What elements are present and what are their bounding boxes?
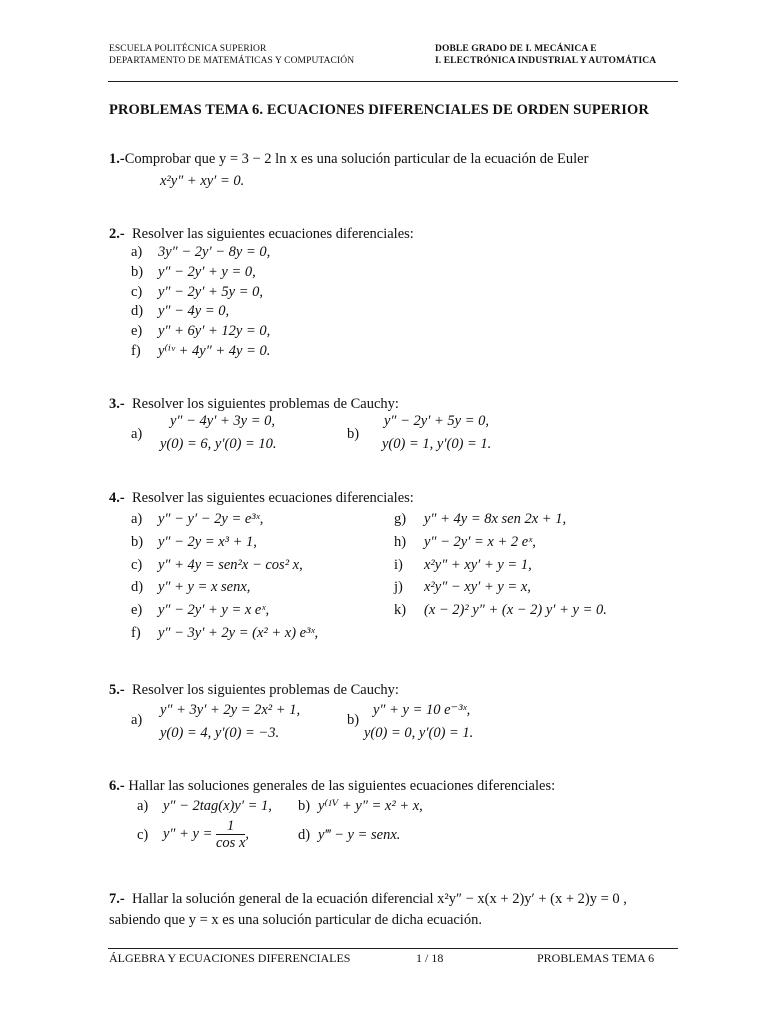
problem-7-line2: sabiendo que y = x es una solución particular de dicha ecuación. — [109, 912, 482, 928]
problem-4 — [109, 490, 414, 507]
problem-3b-conditions: y(0) = 1, y′(0) = 1. — [382, 436, 492, 452]
problem-4-item-label: i) — [394, 556, 403, 573]
problem-4-item-label: a) — [131, 511, 143, 527]
problem-4-item-equation: x²y″ − xy′ + y = x, — [424, 579, 531, 596]
problem-4-item-label: c) — [131, 556, 143, 573]
problem-6d-equation: y‴ − y = senx. — [318, 827, 401, 843]
problem-1 — [109, 151, 588, 168]
problem-5-text: Resolver los siguientes problemas de Cauchy: — [131, 682, 399, 698]
problem-1-text: Comprobar que y = 3 − 2 ln x es una solución particular de la ecuación de Euler — [124, 151, 589, 167]
problem-4-item-label: b) — [131, 533, 144, 550]
problem-4-item-equation: y″ − 3y′ + 2y = (x² + x) e³ˣ, — [158, 625, 319, 641]
problem-2-item-equation: y⁽ⁱᵛ + 4y″ + 4y = 0. — [158, 343, 271, 359]
header-left-line1: ESCUELA POLITÉCNICA SUPERIOR — [109, 44, 267, 54]
problem-2 — [109, 226, 414, 243]
problem-2-item-equation: 3y″ − 2y′ − 8y = 0, — [158, 244, 271, 260]
problem-4-item-label: f) — [131, 625, 141, 641]
problem-5a-conditions: y(0) = 4, y′(0) = −3. — [160, 725, 280, 741]
problem-6c-fraction — [216, 818, 245, 851]
footer-right: PROBLEMAS TEMA 6 — [537, 951, 655, 965]
problem-3b-label: b) — [347, 426, 360, 442]
problem-4-item-label: j) — [394, 579, 403, 596]
problem-6c-tail: , — [245, 825, 249, 842]
problem-2-text: Resolver las siguientes ecuaciones diferenciales: — [131, 226, 414, 242]
header-rule — [108, 81, 678, 82]
problem-7-number: 7.- — [109, 891, 125, 907]
problem-2-item-label: e) — [131, 323, 143, 340]
page-title: PROBLEMAS TEMA 6. ECUACIONES DIFERENCIALES DE ORDEN SUPERIOR — [109, 102, 649, 118]
problem-2-number: 2.- — [109, 226, 125, 242]
problem-6c-equation — [163, 818, 249, 851]
footer-rule — [108, 948, 678, 949]
problem-4-item-equation: y″ − y′ − 2y = e³ˣ, — [158, 511, 264, 527]
problem-1-number: 1.- — [109, 151, 125, 167]
problem-5b-conditions: y(0) = 0, y′(0) = 1. — [364, 725, 474, 741]
problem-3-text: Resolver los siguientes problemas de Cauchy: — [131, 396, 399, 412]
problem-6-number: 6.- — [109, 778, 125, 794]
problem-4-item-label: h) — [394, 533, 407, 550]
problem-4-item-label: g) — [394, 511, 407, 527]
problem-4-item-equation: y″ − 2y′ + y = x eˣ, — [158, 602, 270, 619]
problem-5 — [109, 682, 399, 699]
problem-4-item-equation: y″ − 2y = x³ + 1, — [158, 533, 257, 550]
problem-3b-equation: y″ − 2y′ + 5y = 0, — [384, 413, 489, 429]
problem-5a-equation: y″ + 3y′ + 2y = 2x² + 1, — [160, 702, 301, 718]
problem-3a-conditions: y(0) = 6, y′(0) = 10. — [160, 436, 277, 452]
header-left-line2: DEPARTAMENTO DE MATEMÁTICAS Y COMPUTACIÓN — [109, 56, 355, 66]
problem-3a-label: a) — [131, 426, 143, 442]
problem-4-item-label: d) — [131, 579, 144, 596]
problem-4-item-label: k) — [394, 602, 407, 619]
footer-left: ÁLGEBRA Y ECUACIONES DIFERENCIALES — [109, 951, 351, 965]
problem-4-item-equation: y″ + 4y = 8x sen 2x + 1, — [424, 511, 567, 527]
problem-6-text: Hallar las soluciones generales de las siguientes ecuaciones diferenciales: — [128, 778, 556, 794]
problem-2-item-label: a) — [131, 244, 143, 260]
problem-5b-label: b) — [347, 712, 360, 728]
problem-1-equation: x²y″ + xy′ = 0. — [160, 173, 245, 189]
problem-6c-lhs: y″ + y = — [163, 825, 213, 842]
footer-page: 1 / 18 — [416, 951, 444, 965]
problem-4-item-equation: y″ + y = x senx, — [158, 579, 251, 596]
problem-6c-numerator: 1 — [216, 818, 245, 835]
problem-2-item-equation: y″ − 4y = 0, — [158, 303, 230, 320]
problem-5a-label: a) — [131, 712, 143, 728]
problem-4-item-equation: (x − 2)² y″ + (x − 2) y′ + y = 0. — [424, 602, 607, 619]
problem-4-item-equation: x²y″ + xy′ + y = 1, — [424, 556, 532, 573]
header-right-line1: DOBLE GRADO DE I. MECÁNICA E — [435, 44, 597, 54]
problem-4-number: 4.- — [109, 490, 125, 506]
problem-2-item-equation: y″ + 6y′ + 12y = 0, — [158, 323, 271, 340]
problem-2-item-equation: y″ − 2y′ + 5y = 0, — [158, 283, 263, 300]
problem-4-item-equation: y″ + 4y = sen²x − cos² x, — [158, 556, 303, 573]
problem-6 — [109, 778, 555, 795]
problem-6d-label: d) — [298, 827, 311, 843]
problem-3a-equation: y″ − 4y′ + 3y = 0, — [170, 413, 275, 429]
problem-6c-denominator: cos x — [215, 835, 246, 851]
problem-2-item-label: b) — [131, 263, 144, 280]
problem-6b-label: b) — [298, 798, 311, 814]
problem-5-number: 5.- — [109, 682, 125, 698]
problem-4-item-equation: y″ − 2y′ = x + 2 eˣ, — [424, 533, 536, 550]
problem-7 — [109, 891, 627, 908]
problem-7-line1: Hallar la solución general de la ecuación diferencial x²y″ − x(x + 2)y′ + (x + 2)y = 0 , — [131, 891, 627, 907]
problem-2-item-equation: y″ − 2y′ + y = 0, — [158, 263, 256, 280]
problem-6a-equation: y″ − 2tag(x)y′ = 1, — [163, 798, 272, 814]
problem-4-item-label: e) — [131, 602, 143, 619]
problem-5b-equation: y″ + y = 10 e⁻³ˣ, — [373, 702, 471, 718]
problem-2-item-label: f) — [131, 343, 141, 359]
problem-6c-label: c) — [137, 827, 149, 843]
problem-6a-label: a) — [137, 798, 149, 814]
problem-3-number: 3.- — [109, 396, 125, 412]
problem-6b-equation: y⁽ᴵⱽ + y″ = x² + x, — [318, 798, 423, 814]
problem-2-item-label: d) — [131, 303, 144, 320]
problem-4-text: Resolver las siguientes ecuaciones diferenciales: — [131, 490, 414, 506]
problem-3 — [109, 396, 399, 413]
header-right-line2: I. ELECTRÓNICA INDUSTRIAL Y AUTOMÁTICA — [435, 56, 657, 66]
problem-2-item-label: c) — [131, 283, 143, 300]
